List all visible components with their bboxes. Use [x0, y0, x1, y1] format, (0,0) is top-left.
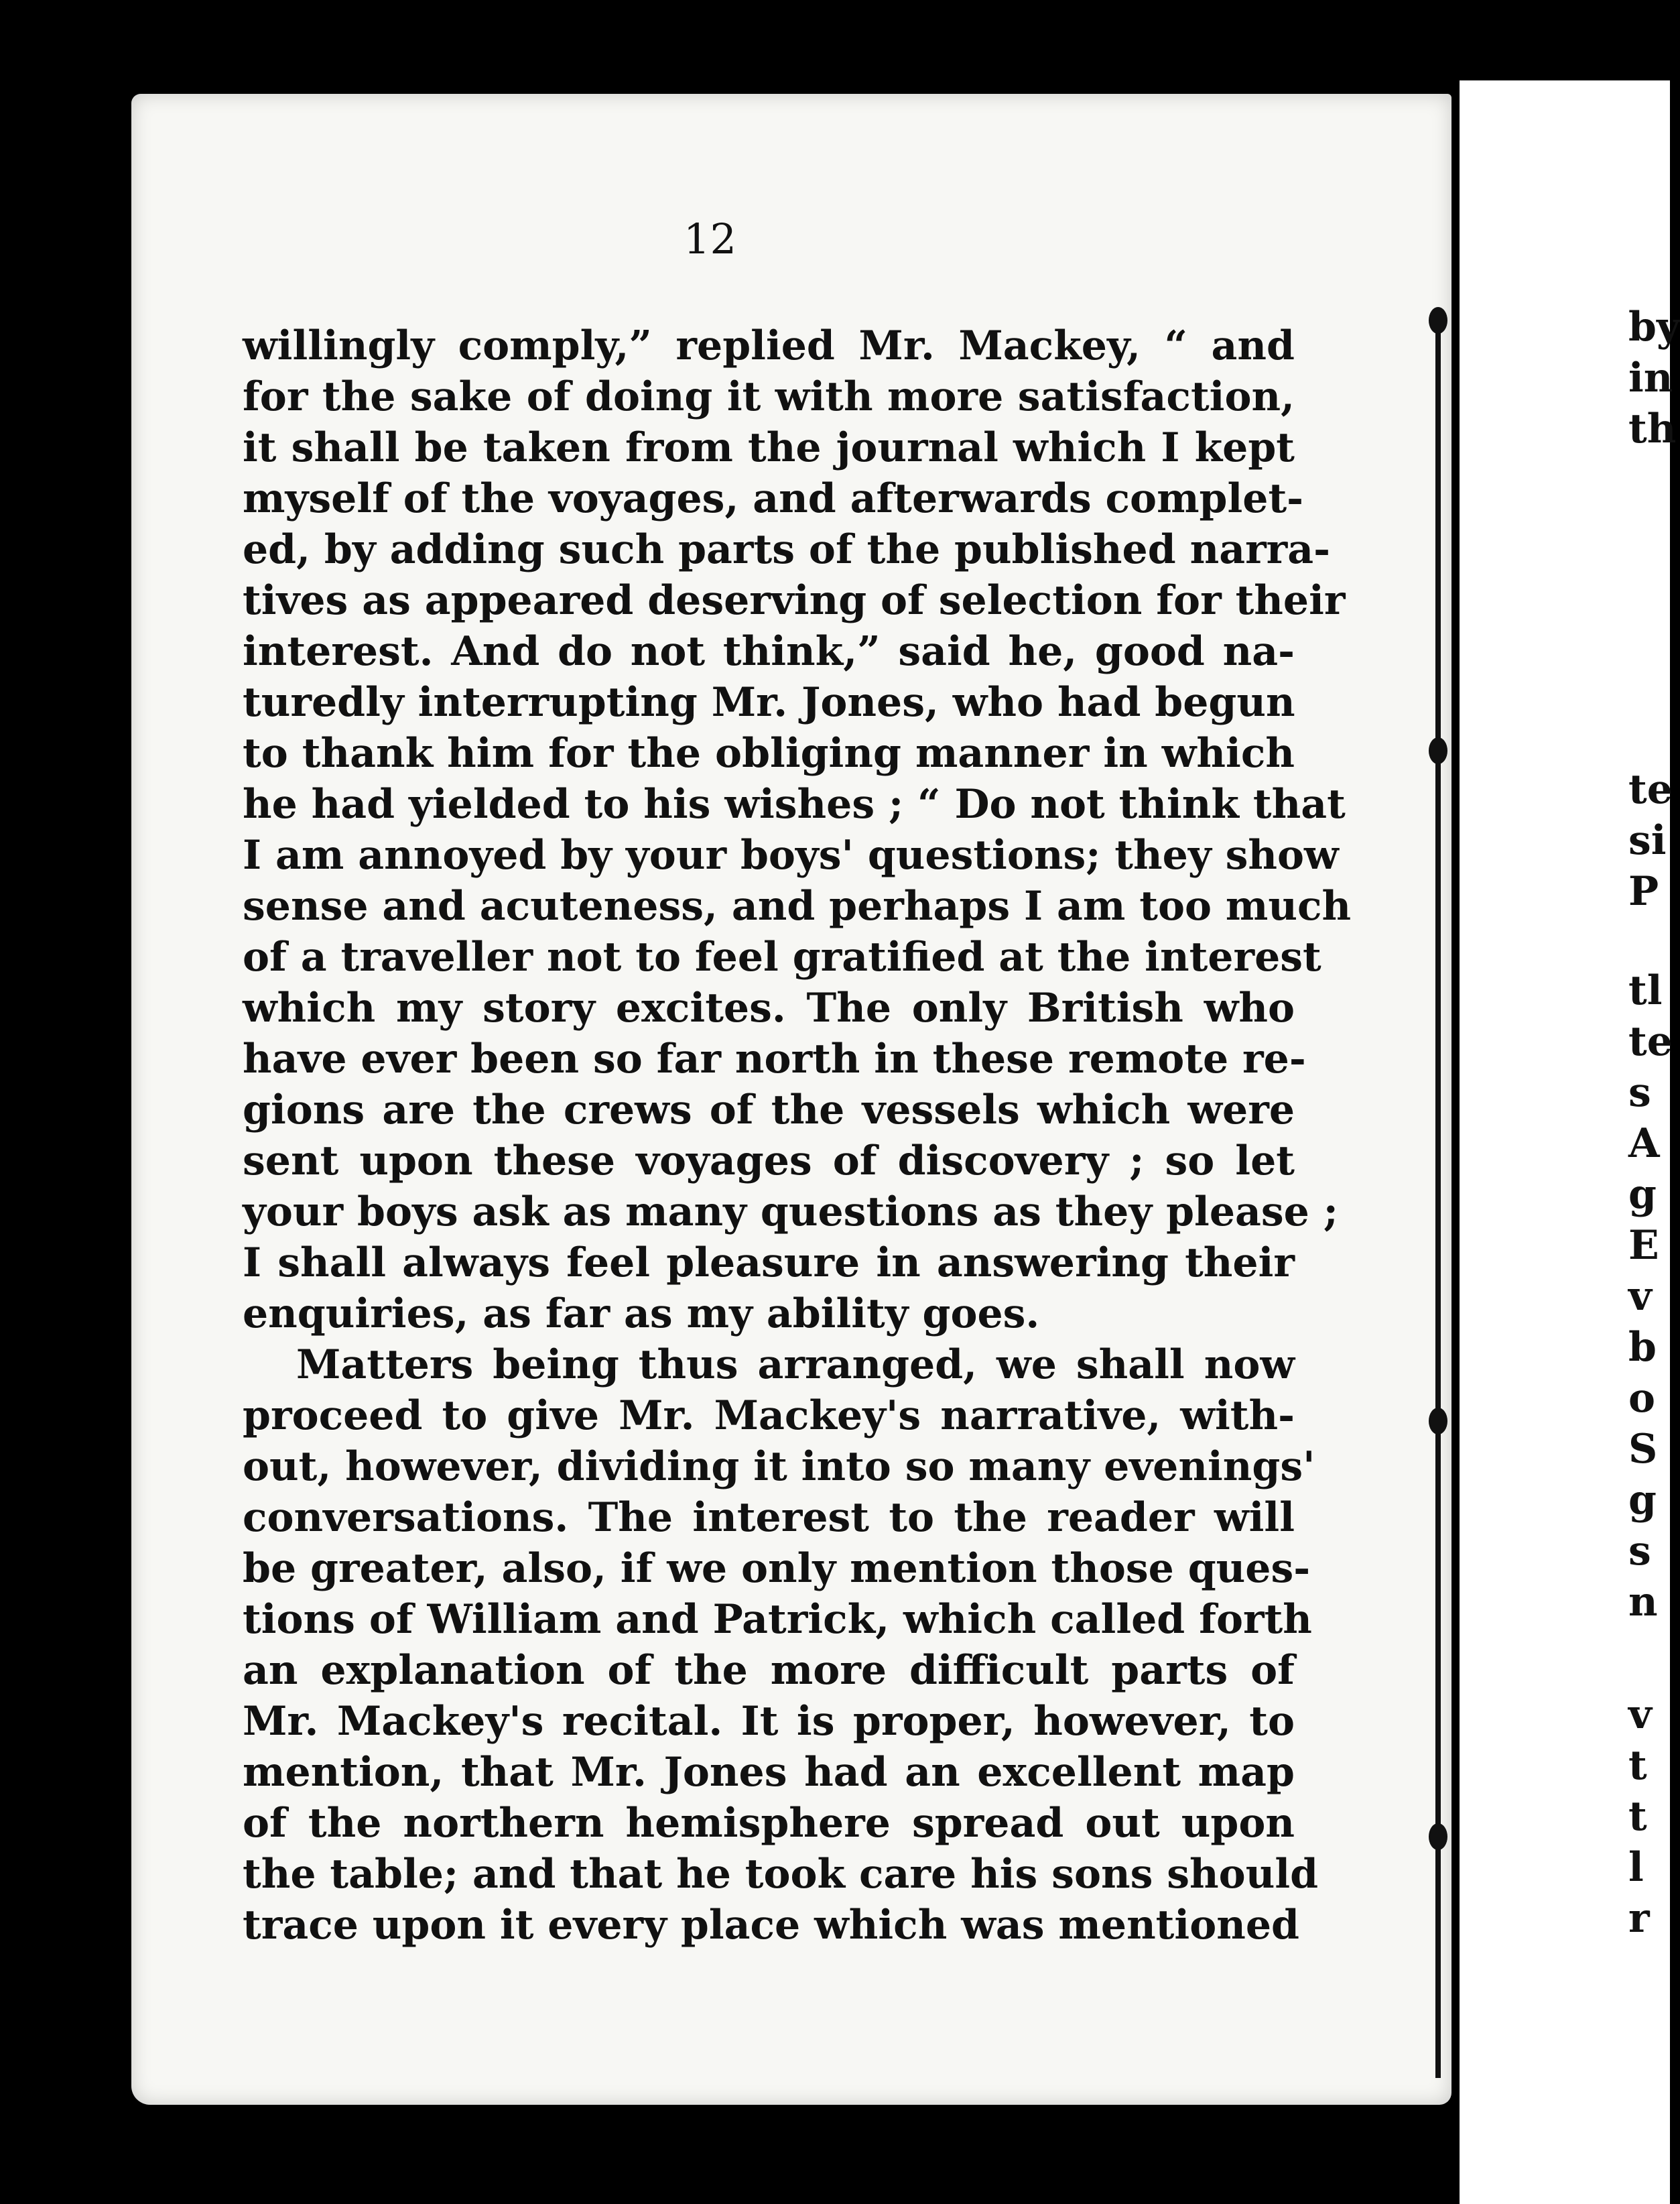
text-line: Matters being thus arranged, we shall now	[296, 1341, 1295, 1388]
text-line: he had yielded to his wishes ; “ Do not think that	[243, 781, 1346, 828]
text-line: tives as appeared deserving of selection for their	[243, 577, 1346, 624]
stitch-knot	[1429, 307, 1447, 334]
text-line: for the sake of doing it with more satisfaction,	[243, 373, 1295, 420]
next-page-fragment: in	[1628, 355, 1673, 402]
text-line: of a traveller not to feel gratified at the interest	[243, 934, 1321, 981]
text-line: your boys ask as many questions as they please ;	[243, 1188, 1338, 1235]
text-line: I shall always feel pleasure in answering their	[243, 1239, 1295, 1286]
stitch-knot	[1429, 1408, 1447, 1434]
text-line: sense and acuteness, and perhaps I am too much	[243, 883, 1352, 930]
text-line: ed, by adding such parts of the published narra-	[243, 526, 1331, 573]
binding-stitch	[1435, 308, 1441, 2078]
next-page-fragment: S	[1628, 1426, 1658, 1473]
text-line: tions of William and Patrick, which called forth	[243, 1596, 1312, 1643]
text-line: have ever been so far north in these remote re-	[243, 1036, 1306, 1083]
next-page-fragment: t	[1628, 1793, 1647, 1840]
text-line: willingly comply,” replied Mr. Mackey, “ and	[243, 322, 1295, 369]
text-line: sent upon these voyages of discovery ; so let	[243, 1138, 1295, 1184]
text-line: to thank him for the obliging manner in which	[243, 730, 1295, 777]
next-page-fragment: si	[1628, 817, 1667, 864]
stitch-knot	[1429, 1823, 1447, 1850]
next-page-fragment: s	[1628, 1528, 1651, 1575]
text-line: an explanation of the more difficult parts of	[243, 1647, 1295, 1694]
next-page-fragment: b	[1628, 1324, 1657, 1371]
text-line: Mr. Mackey's recital. It is proper, however, to	[243, 1698, 1295, 1745]
next-page-fragment: l	[1628, 1844, 1644, 1891]
text-line: it shall be taken from the journal which I kept	[243, 424, 1295, 471]
next-page-fragment: tl	[1628, 967, 1663, 1014]
next-page-fragment: v	[1628, 1273, 1652, 1320]
next-page-fragment: E	[1628, 1222, 1659, 1269]
text-line: proceed to give Mr. Mackey's narrative, with-	[243, 1392, 1295, 1439]
text-line: mention, that Mr. Jones had an excellent map	[243, 1749, 1295, 1796]
next-page-fragment: te	[1628, 1018, 1673, 1065]
next-page-fragment: v	[1628, 1691, 1652, 1738]
next-page-fragment: A	[1628, 1120, 1660, 1167]
text-line: out, however, dividing it into so many evenings'	[243, 1443, 1315, 1490]
text-line: myself of the voyages, and afterwards complet-	[243, 475, 1304, 522]
text-line: which my story excites. The only British who	[243, 985, 1295, 1032]
next-page-fragment: te	[1628, 766, 1673, 813]
next-page-fragment: r	[1628, 1895, 1650, 1942]
next-page-fragment: P	[1628, 868, 1659, 915]
text-line: interest. And do not think,” said he, good na-	[243, 628, 1295, 675]
next-page-fragment: t	[1628, 1742, 1647, 1789]
text-line: turedly interrupting Mr. Jones, who had begun	[243, 679, 1295, 726]
text-line: I am annoyed by your boys' questions; they show	[243, 832, 1339, 879]
next-page-fragment: o	[1628, 1375, 1656, 1422]
next-page-fragment: n	[1628, 1579, 1658, 1626]
text-line: conversations. The interest to the reader will	[243, 1494, 1295, 1541]
text-line: of the northern hemisphere spread out upon	[243, 1800, 1295, 1847]
page-number: 12	[684, 215, 736, 263]
next-page-fragment: by	[1628, 304, 1680, 351]
next-page-fragment: s	[1628, 1069, 1651, 1116]
text-line: the table; and that he took care his sons should	[243, 1851, 1319, 1898]
text-line: enquiries, as far as my ability goes.	[243, 1290, 1040, 1337]
text-line: gions are the crews of the vessels which were	[243, 1087, 1295, 1134]
next-page-fragment: th	[1628, 406, 1677, 452]
text-line: trace upon it every place which was mentioned	[243, 1902, 1299, 1949]
next-page-fragment: g	[1628, 1477, 1657, 1524]
text-line: be greater, also, if we only mention those ques-	[243, 1545, 1311, 1592]
stitch-knot	[1429, 737, 1447, 764]
body-text	[243, 320, 1352, 1951]
next-page-fragment: g	[1628, 1171, 1657, 1218]
